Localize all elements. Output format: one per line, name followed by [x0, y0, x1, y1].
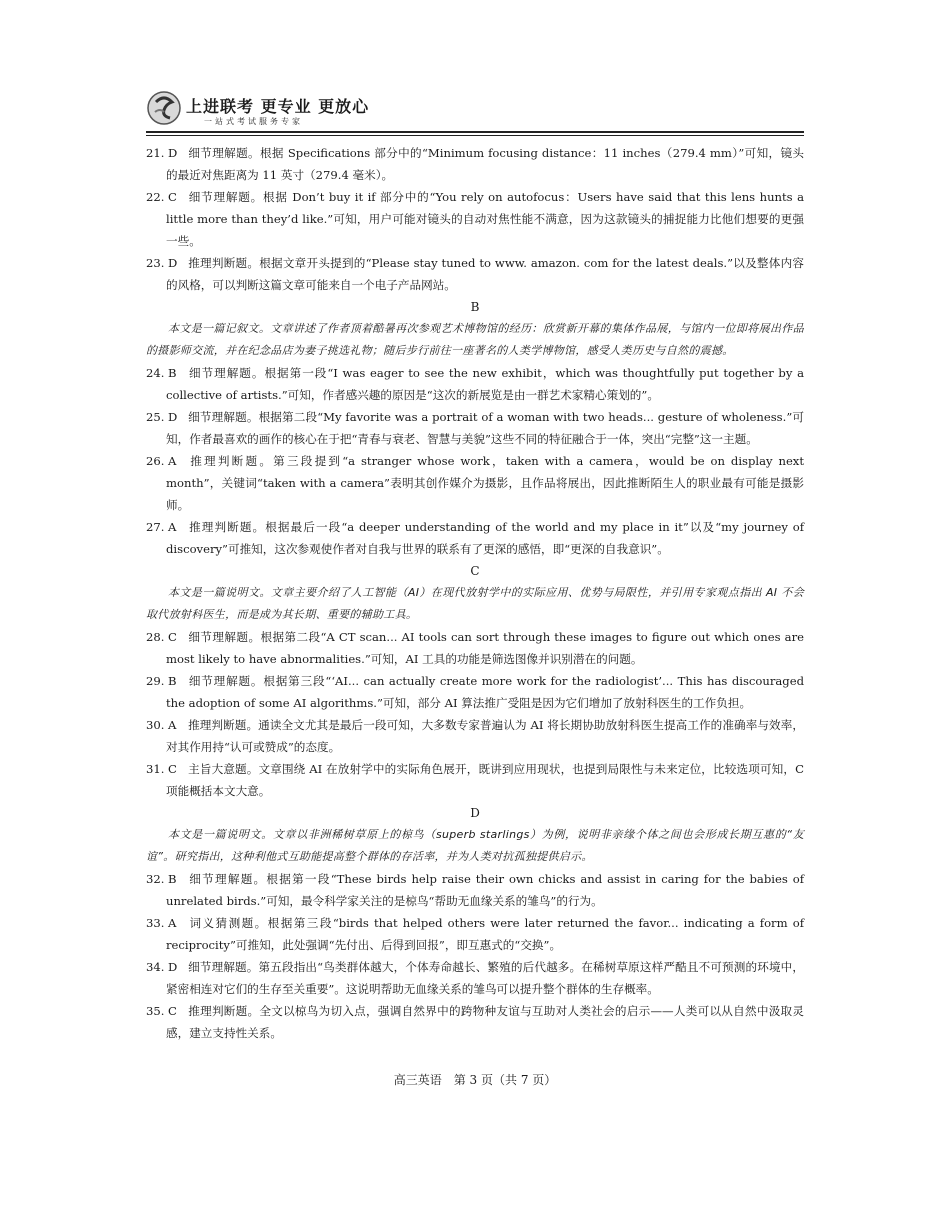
explanation-text: 细节理解题。根据 Specifications 部分中的“Minimum focusing distance：11 inches（279.4 mm）”可知，镜头的最近对焦距离为 11 英寸（279.4 毫米）。	[166, 146, 804, 182]
answer-letter: A	[168, 916, 177, 930]
section-summary: 本文是一篇说明文。文章主要介绍了人工智能（AI）在现代放射学中的实际应用、优势与局限性，并引用专家观点指出 AI 不会取代放射科医生，而是成为其长期、重要的辅助工具。	[146, 586, 804, 621]
answer-letter: B	[168, 872, 177, 886]
section-summary: 本文是一篇说明文。文章以非洲稀树草原上的椋鸟（superb starlings）为例，说明非亲缘个体之间也会形成长期互惠的“友谊”。研究指出，这种利他式互助能提高整个群体的存活率，并为人类对抗孤独提供启示。	[146, 828, 804, 863]
explanation-text: 推理判断题。第三段提到“a stranger whose work，taken with a camera，would be on display next month”，关键词“taken with a camera”表明其创作媒介为摄影，且作品将展出，因此推断陌生人的职业最有可能是摄影师。	[166, 454, 804, 512]
header-rule-thin	[146, 135, 804, 136]
answer-item	[146, 758, 804, 802]
answer-item	[146, 868, 804, 912]
question-number: 30.	[146, 718, 165, 732]
answer-letter: D	[168, 146, 178, 160]
logo-subtitle: 一站式考试服务专家	[204, 117, 303, 126]
answer-item	[146, 142, 804, 186]
answer-letter: C	[168, 1004, 177, 1018]
answer-letter: C	[168, 630, 177, 644]
answer-item	[146, 252, 804, 296]
answer-letter: C	[168, 190, 177, 204]
explanation-text: 推理判断题。全文以椋鸟为切入点，强调自然界中的跨物种友谊与互助对人类社会的启示——人类可以从自然中汲取灵感，建立支持性关系。	[166, 1004, 804, 1040]
answer-letter: A	[168, 454, 177, 468]
answer-item	[146, 516, 804, 560]
answer-letter: B	[168, 366, 177, 380]
answer-item	[146, 1000, 804, 1044]
question-number: 26.	[146, 454, 165, 468]
answer-item	[146, 186, 804, 252]
answer-letter: A	[168, 520, 177, 534]
answer-item	[146, 362, 804, 406]
header-rule	[146, 131, 804, 133]
question-number: 31.	[146, 762, 165, 776]
explanation-text: 推理判断题。根据文章开头提到的“Please stay tuned to www. amazon. com for the latest deals.”以及整体内容的风格，可以判断这篇文章可能来自一个电子产品网站。	[166, 256, 804, 292]
answer-item	[146, 956, 804, 1000]
answer-item	[146, 912, 804, 956]
answer-letter: D	[168, 960, 178, 974]
explanation-text: 细节理解题。根据第一段“These birds help raise their own chicks and assist in caring for the babies of unrelated birds.”可知，最令科学家关注的是椋鸟“帮助无血缘关系的雏鸟”的行为。	[166, 872, 804, 908]
explanation-text: 细节理解题。根据第一段“I was eager to see the new exhibit，which was thoughtfully put together by a collective of artists.”可知，作者感兴趣的原因是“这次的新展览是由一群艺术家精心策划的”。	[166, 366, 804, 402]
section-letter: D	[470, 806, 480, 820]
answer-explanations	[146, 142, 804, 1044]
question-number: 25.	[146, 410, 165, 424]
answer-item	[146, 626, 804, 670]
section-letter: C	[470, 564, 480, 578]
question-number: 34.	[146, 960, 165, 974]
question-number: 35.	[146, 1004, 165, 1018]
explanation-text: 主旨大意题。文章围绕 AI 在放射学中的实际角色展开，既讲到应用现状，也提到局限性与未来定位，比较选项可知，C 项能概括本文大意。	[166, 762, 804, 798]
section-summary: 本文是一篇记叙文。文章讲述了作者顶着酷暑再次参观艺术博物馆的经历：欣赏新开幕的集体作品展，与馆内一位即将展出作品的摄影师交流，并在纪念品店为妻子挑选礼物；随后步行前往一座著名的人类学博物馆，感受人类历史与自然的震撼。	[146, 322, 804, 357]
question-number: 21.	[146, 146, 165, 160]
question-number: 32.	[146, 872, 165, 886]
answer-letter: C	[168, 762, 177, 776]
answer-letter: D	[168, 410, 178, 424]
logo-title: 上进联考 更专业 更放心	[186, 97, 370, 116]
answer-letter: B	[168, 674, 177, 688]
question-number: 23.	[146, 256, 165, 270]
question-number: 28.	[146, 630, 165, 644]
logo-icon	[146, 90, 182, 126]
section-letter: B	[470, 300, 480, 314]
explanation-text: 细节理解题。第五段指出“鸟类群体越大，个体寿命越长、繁殖的后代越多。在稀树草原这样严酷且不可预测的环境中，紧密相连对它们的生存至关重要”。这说明帮助无血缘关系的雏鸟可以提升整个群体的生存概率。	[166, 960, 804, 996]
explanation-text: 推理判断题。根据最后一段“a deeper understanding of the world and my place in it”以及“my journey of discovery”可推知，这次参观使作者对自我与世界的联系有了更深的感悟，即“更深的自我意识”。	[166, 520, 804, 556]
question-number: 24.	[146, 366, 165, 380]
question-number: 33.	[146, 916, 165, 930]
explanation-text: 细节理解题。根据 Don’t buy it if 部分中的“You rely on autofocus：Users have said that this lens hunts a little more than they’d like.”可知，用户可能对镜头的自动对焦性能不满意，因为这款镜头的捕捉能力比他们想要的更强一些。	[166, 190, 804, 248]
explanation-text: 细节理解题。根据第二段“My favorite was a portrait of a woman with two heads... gesture of wholeness.”可知，作者最喜欢的画作的核心在于把“青春与衰老、智慧与美貌”这些不同的特征融合于一体，突出“完整”这一主题。	[166, 410, 804, 446]
question-number: 22.	[146, 190, 165, 204]
page-footer: 高三英语 第 3 页（共 7 页）	[393, 1073, 557, 1087]
explanation-text: 词义猜测题。根据第三段“birds that helped others were later returned the favor... indicating a form of reciprocity”可推知，此处强调“先付出、后得到回报”，即互惠式的“交换”。	[166, 916, 804, 952]
page-header	[146, 88, 806, 134]
question-number: 29.	[146, 674, 165, 688]
answer-item	[146, 670, 804, 714]
answer-item	[146, 714, 804, 758]
answer-item	[146, 450, 804, 516]
explanation-text: 细节理解题。根据第二段“A CT scan... AI tools can sort through these images to figure out which ones are most likely to have abnormalities.”可知，AI 工具的功能是筛选图像并识别潜在的问题。	[166, 630, 804, 666]
explanation-text: 推理判断题。通读全文尤其是最后一段可知，大多数专家普遍认为 AI 将长期协助放射科医生提高工作的准确率与效率，对其作用持“认可或赞成”的态度。	[166, 718, 804, 754]
answer-letter: A	[168, 718, 177, 732]
question-number: 27.	[146, 520, 165, 534]
explanation-text: 细节理解题。根据第三段“‘AI... can actually create more work for the radiologist’... This has discouraged the adoption of some AI algorithms.”可知，部分 AI 算法推广受阻是因为它们增加了放射科医生的工作负担。	[166, 674, 804, 710]
answer-letter: D	[168, 256, 178, 270]
answer-item	[146, 406, 804, 450]
